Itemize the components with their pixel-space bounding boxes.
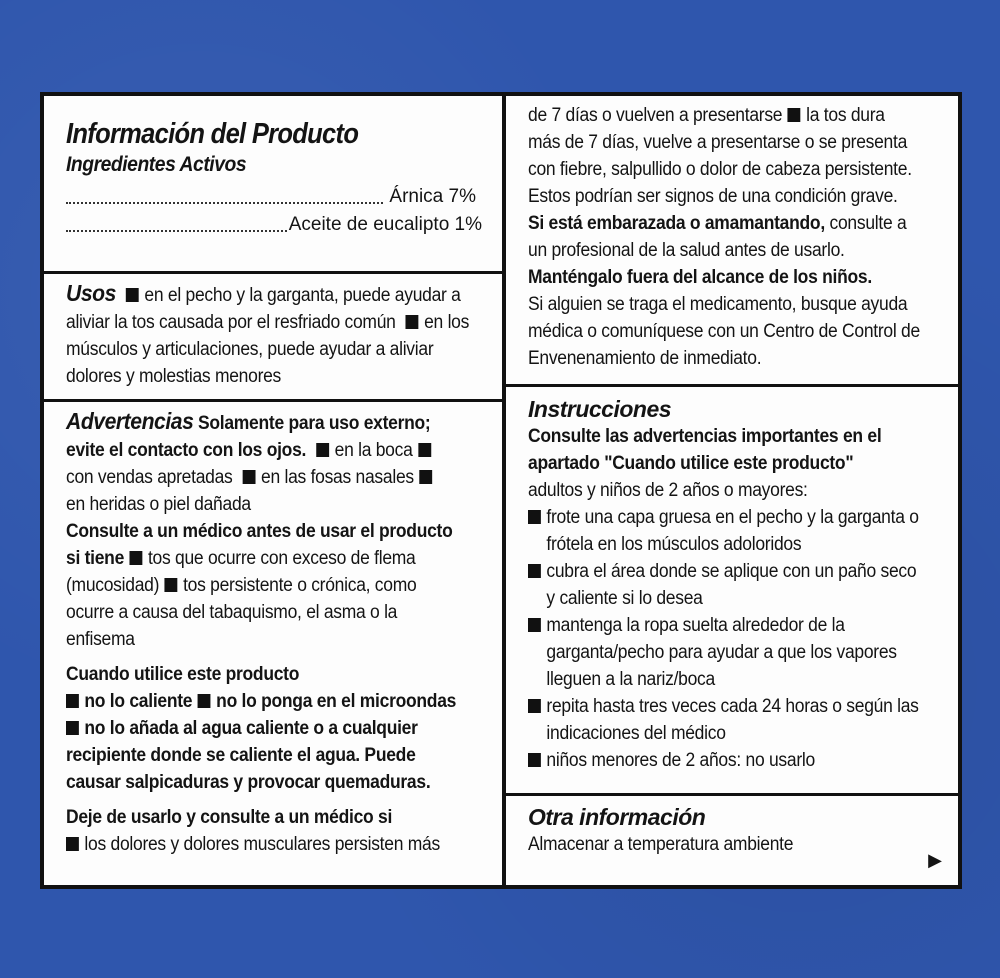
see-warnings-note-cont: apartado "Cuando utilice este producto"	[528, 453, 854, 474]
when-using-block	[66, 661, 479, 796]
see-warnings-note: Consulte las advertencias importantes en el	[528, 426, 882, 447]
when-using-item: no lo caliente	[84, 691, 193, 712]
directions-heading: Instrucciones	[528, 396, 672, 422]
ask-doctor-item: tos persistente o crónica, como	[183, 575, 417, 596]
product-info-section	[44, 118, 502, 239]
ingredient-row	[66, 211, 482, 239]
warning-item: en heridas o piel dañada	[66, 494, 251, 515]
direction-item-cont: y caliente si lo desea	[546, 588, 703, 609]
bullet-icon	[243, 470, 256, 484]
ask-doctor-heading-cont: si tiene	[66, 548, 125, 569]
ingredient-name: Árnica 7%	[389, 186, 476, 207]
direction-item: cubra el área donde se aplique con un paño seco	[546, 561, 917, 582]
stop-use-item: la tos dura	[806, 105, 885, 126]
directions-section	[506, 396, 958, 774]
divider	[44, 271, 502, 274]
when-using-item: no lo ponga en el microondas	[216, 691, 457, 712]
ask-doctor-item-cont: enfisema	[66, 629, 135, 650]
right-column	[506, 96, 958, 885]
warnings-continued-section	[506, 102, 958, 372]
when-using-item-cont: causar salpicaduras y provocar quemaduras.	[66, 772, 431, 793]
direction-item-cont: frótela en los músculos adoloridos	[546, 534, 802, 555]
stop-use-item-cont: más de 7 días, vuelve a presentarse o se presenta	[528, 132, 908, 153]
keep-away-heading: Manténgalo fuera del alcance de los niños.	[528, 267, 872, 288]
ask-doctor-item: tos que ocurre con exceso de flema	[147, 548, 416, 569]
bullet-icon	[66, 721, 79, 735]
overdose-text-cont: médica o comuníquese con un Centro de Control de	[528, 321, 920, 342]
overdose-text-cont: Envenenamiento de inmediato.	[528, 348, 762, 369]
direction-item: repita hasta tres veces cada 24 horas o según las	[546, 696, 919, 717]
overdose-text: Si alguien se traga el medicamento, busque ayuda	[528, 294, 908, 315]
bullet-icon	[66, 837, 79, 851]
direction-item: niños menores de 2 años: no usarlo	[546, 750, 815, 771]
warnings-text	[66, 408, 479, 653]
bullet-icon	[316, 443, 329, 457]
drug-facts-panel	[40, 92, 962, 889]
divider	[506, 384, 958, 387]
bullet-icon	[406, 315, 419, 329]
bullet-icon	[419, 470, 432, 484]
direction-item: frote una capa gruesa en el pecho y la garganta o	[546, 507, 919, 528]
bullet-icon	[528, 699, 541, 713]
bullet-icon	[788, 108, 801, 122]
uses-item: en los músculos y articulaciones, puede ayudar a	[66, 312, 470, 360]
direction-item-cont: garganta/pecho para ayudar a que los vapores	[546, 642, 897, 663]
bullet-icon	[130, 551, 143, 565]
stop-use-item-cont: con fiebre, salpullido o dolor de cabeza persistente.	[528, 159, 912, 180]
direction-item: mantenga la ropa suelta alrededor de la	[546, 615, 845, 636]
warning-item: con vendas apretadas	[66, 467, 233, 488]
ingredient-row	[66, 183, 482, 211]
stop-use-item-cont: de 7 días o vuelven a presentarse	[528, 105, 783, 126]
when-using-item: no lo añada al agua caliente o a cualquier	[84, 718, 418, 739]
ask-doctor-item-cont: ocurre a causa del tabaquismo, el asma o la	[66, 602, 398, 623]
bullet-icon	[198, 694, 211, 708]
other-info-text: Almacenar a temperatura ambiente	[528, 834, 794, 855]
uses-heading: Usos	[66, 280, 116, 306]
uses-text	[66, 280, 479, 390]
uses-item: en el pecho y la garganta, puede ayudar a aliviar la tos causada por el resfriado común	[66, 285, 461, 333]
pregnancy-heading: Si está embarazada o amamantando,	[528, 213, 825, 234]
bullet-icon	[528, 510, 541, 524]
uses-item-cont: aliviar dolores y molestias menores	[66, 339, 434, 387]
other-info-section	[506, 804, 958, 858]
directions-text	[528, 423, 935, 774]
external-use-warning-cont: evite el contacto con los ojos.	[66, 440, 307, 461]
stop-use-block	[66, 804, 479, 858]
page-title: Información del Producto	[66, 118, 359, 150]
bullet-icon	[528, 564, 541, 578]
left-column	[44, 96, 502, 885]
bullet-icon	[528, 753, 541, 767]
bullet-icon	[66, 694, 79, 708]
bullet-icon	[528, 618, 541, 632]
warnings-section	[44, 408, 502, 858]
bullet-icon	[165, 578, 178, 592]
uses-section	[44, 280, 502, 390]
bullet-icon	[418, 443, 431, 457]
bullet-icon	[126, 288, 139, 302]
direction-item-cont: indicaciones del médico	[546, 723, 726, 744]
ingredient-name: Aceite de eucalipto 1%	[288, 214, 482, 235]
divider	[44, 399, 502, 402]
serious-condition-note: Estos podrían ser signos de una condición grave.	[528, 186, 898, 207]
ask-doctor-heading: Consulte a un médico antes de usar el producto	[66, 521, 453, 542]
leader-dots	[66, 230, 287, 232]
pregnancy-text-cont: un profesional de la salud antes de usarlo.	[528, 240, 845, 261]
adults-heading: adultos y niños de 2 años o mayores:	[528, 480, 808, 501]
direction-item-cont: lleguen a la nariz/boca	[546, 669, 715, 690]
warnings-continued-text	[528, 102, 935, 372]
warning-item: en la boca	[334, 440, 413, 461]
ask-doctor-item: (mucosidad)	[66, 575, 160, 596]
continue-arrow-icon: ▶	[928, 850, 942, 870]
other-info-heading: Otra información	[528, 804, 706, 830]
external-use-warning: Solamente para uso externo;	[197, 413, 431, 434]
stop-use-item: los dolores y dolores musculares persisten más	[84, 834, 440, 855]
active-ingredients-heading: Ingredientes Activos	[66, 153, 247, 176]
leader-dots	[66, 202, 383, 204]
when-using-heading: Cuando utilice este producto	[66, 664, 300, 685]
divider	[506, 793, 958, 796]
when-using-item-cont: recipiente donde se caliente el agua. Puede	[66, 745, 416, 766]
stop-use-heading: Deje de usarlo y consulte a un médico si	[66, 807, 393, 828]
warning-item: en las fosas nasales	[260, 467, 414, 488]
pregnancy-text: consulte a	[829, 213, 907, 234]
warnings-heading: Advertencias	[66, 408, 194, 434]
